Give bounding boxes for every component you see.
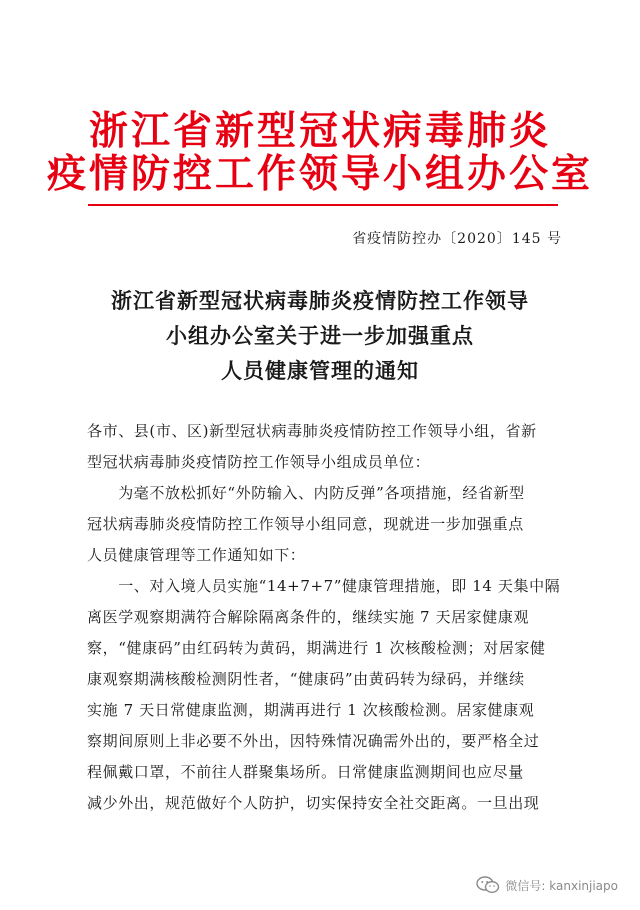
document-number: 省疫情防控办〔2020〕145 号 xyxy=(352,231,562,247)
body-line: 康观察期满核酸检测阴性者，“健康码”由黄码转为绿码，并继续 xyxy=(87,670,525,688)
body-line: 程佩戴口罩，不前往人群聚集场所。日常健康监测期间也应尽量 xyxy=(87,763,524,781)
body-line: 实施 7 天日常健康监测，期满再进行 1 次核酸检测。居家健康观 xyxy=(87,701,535,719)
notice-title-line1: 浙江省新型冠状病毒肺炎疫情防控工作领导 xyxy=(111,288,529,313)
body-line: 冠状病毒肺炎疫情防控工作领导小组同意，现就进一步加强重点 xyxy=(87,515,524,533)
issuer-title-line1: 浙江省新型冠状病毒肺炎 xyxy=(88,108,551,154)
body-line: 为毫不放松抓好“外防输入、内防反弹”各项措施，经省新型 xyxy=(87,484,525,502)
red-divider-rule xyxy=(88,204,558,206)
body-line: 察期间原则上非必要不外出，因特殊情况确需外出的，要严格全过 xyxy=(87,732,540,750)
body-line: 离医学观察期满符合解除隔离条件的，继续实施 7 天居家健康观 xyxy=(87,608,530,626)
body-line: 各市、县(市、区)新型冠状病毒肺炎疫情防控工作领导小组，省新 xyxy=(87,422,537,440)
body-line: 一、对入境人员实施“14+7+7”健康管理措施，即 14 天集中隔 xyxy=(87,577,561,595)
body-line: 人员健康管理等工作通知如下： xyxy=(87,546,306,564)
wechat-icon xyxy=(476,876,500,894)
body-line: 减少外出，规范做好个人防护，切实保持安全社交距离。一旦出现 xyxy=(87,794,540,812)
wechat-watermark xyxy=(476,876,618,894)
notice-title-line3: 人员健康管理的通知 xyxy=(221,358,419,383)
notice-title-line2: 小组办公室关于进一步加强重点 xyxy=(166,323,474,348)
watermark-text: 微信号: kanxinjiapo xyxy=(505,878,618,893)
issuer-title-line2: 疫情防控工作领导小组办公室 xyxy=(46,151,593,197)
body-line: 型冠状病毒肺炎疫情防控工作领导小组成员单位： xyxy=(87,453,431,471)
body-line: 察，“健康码”由红码转为黄码，期满进行 1 次核酸检测；对居家健 xyxy=(87,639,546,657)
